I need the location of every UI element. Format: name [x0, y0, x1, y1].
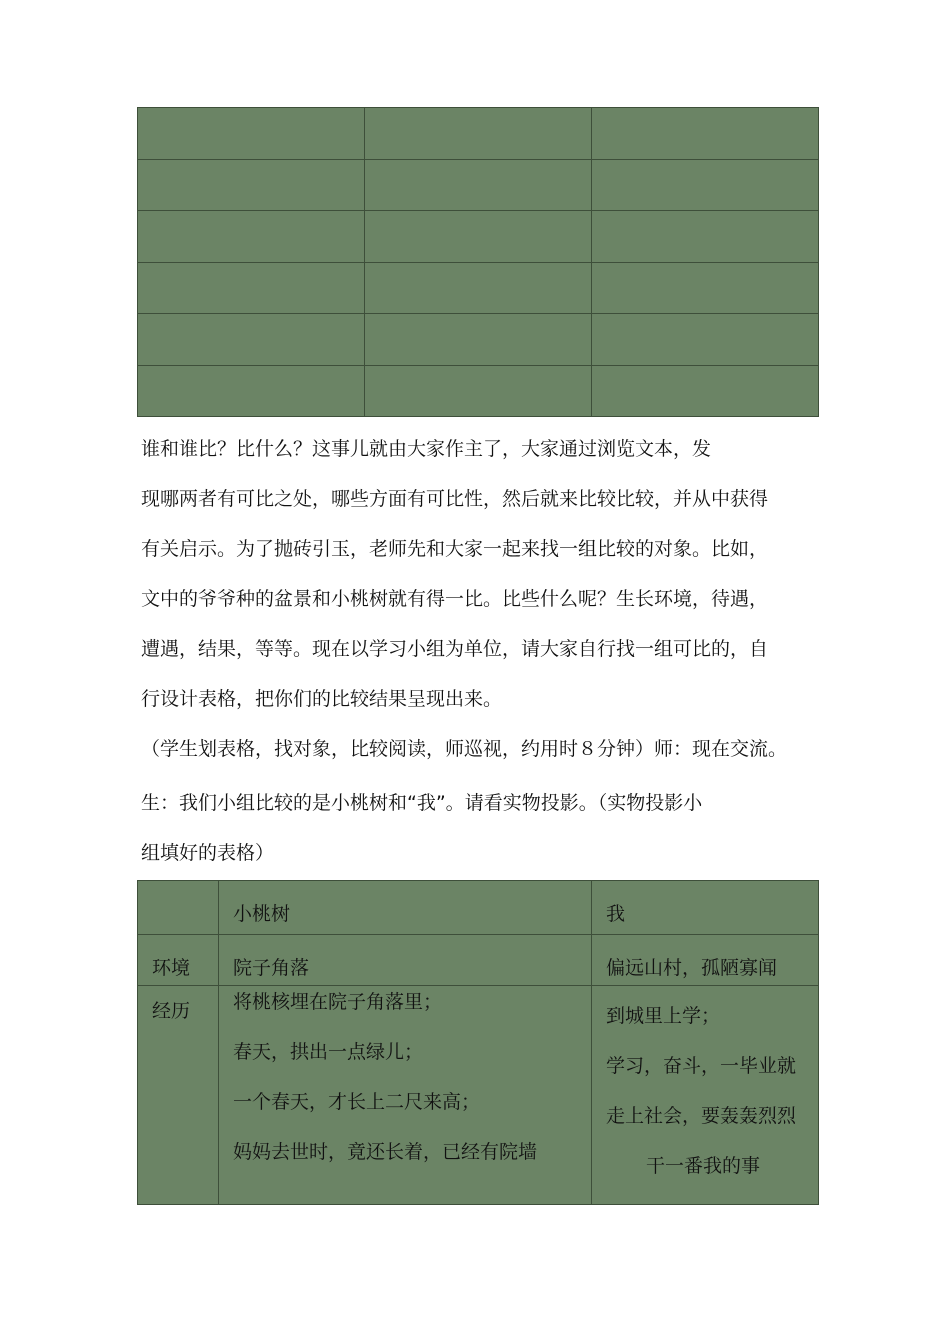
row-label: 环境 — [138, 935, 219, 986]
paragraph-line: （学生划表格，找对象，比较阅读，师巡视，约用时８分钟）师：现在交流。 — [141, 738, 788, 760]
cell-line: 学习，奋斗，一毕业就 — [606, 1055, 797, 1077]
paragraph-line: 文中的爷爷种的盆景和小桃树就有得一比。比些什么呢？生长环境，待遇， — [141, 588, 769, 610]
cell-line: 到城里上学； — [606, 1005, 721, 1027]
peach-environment-cell: 院子角落 — [219, 935, 592, 986]
table-header-row — [138, 881, 819, 935]
paragraph-line: 行设计表格，把你们的比较结果呈现出来。 — [141, 688, 503, 710]
cell-line: 妈妈去世时，竟还长着，已经有院墙 — [233, 1141, 538, 1163]
header-cell-empty — [138, 881, 219, 935]
header-cell-peach: 小桃树 — [219, 881, 592, 935]
cell-line: 一个春天，才长上二尺来高； — [233, 1091, 481, 1113]
paragraph-line: 谁和谁比？比什么？这事儿就由大家作主了，大家通过浏览文本，发 — [141, 438, 712, 460]
table-row-environment — [138, 935, 819, 986]
cell-line: 将桃核埋在院子角落里； — [233, 991, 443, 1013]
paragraph-line: 遭遇，结果，等等。现在以学习小组为单位，请大家自行找一组可比的，自 — [141, 638, 769, 660]
paragraph-line: 现哪两者有可比之处，哪些方面有可比性，然后就来比较比较，并从中获得 — [141, 488, 769, 510]
table-row-experience — [138, 986, 819, 1205]
empty-green-table — [137, 107, 819, 417]
paragraph-line: 有关启示。为了抛砖引玉，老师先和大家一起来找一组比较的对象。比如， — [141, 538, 769, 560]
cell-line: 春天，拱出一点绿儿； — [233, 1041, 424, 1063]
paragraph-line: 生：我们小组比较的是小桃树和“我”。请看实物投影。（实物投影小 — [141, 792, 703, 814]
cell-line: 干一番我的事 — [646, 1155, 761, 1177]
header-cell-me: 我 — [592, 881, 819, 935]
row-label: 经历 — [138, 986, 219, 1205]
comparison-table — [137, 880, 819, 1205]
paragraph-line: 组填好的表格） — [141, 842, 275, 864]
peach-experience-cell — [219, 986, 592, 1205]
me-experience-cell — [592, 986, 819, 1205]
me-environment-cell: 偏远山村，孤陋寡闻 — [592, 935, 819, 986]
cell-line: 走上社会，要轰轰烈烈 — [606, 1105, 797, 1127]
